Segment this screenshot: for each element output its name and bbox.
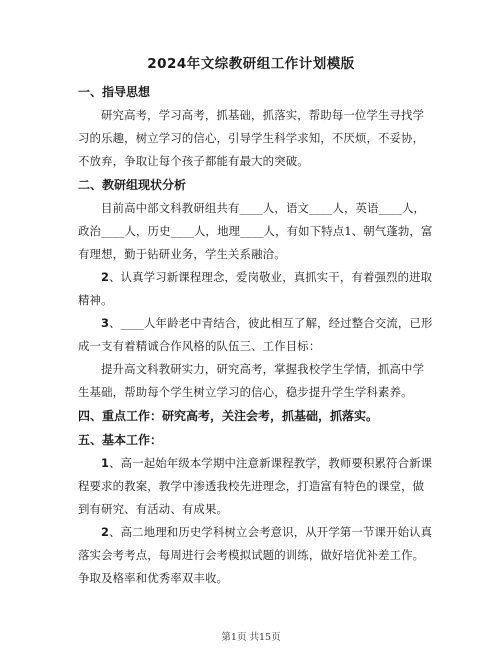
paragraph-line: 习的乐趣，树立学习的信心，引导学生科学求知，不厌烦，不妥协， xyxy=(78,131,425,145)
paragraph-line: 程要求的教案，教学中渗透我校先进理念，打造富有特色的课堂，做 xyxy=(78,479,425,493)
section-heading-guiding-ideology: 一、指导思想 xyxy=(78,85,151,99)
paragraph-line: 不放弃，争取让每个孩子都能有最大的突破。 xyxy=(78,154,309,168)
paragraph-line: 目前高中部文科教研组共有____人，语文____人，英语____人， xyxy=(101,201,426,215)
section-heading-key-work: 四、重点工作：研究高考，关注会考，抓基础，抓落实。 xyxy=(78,409,379,423)
item-number: 2 xyxy=(101,525,110,539)
item-text: 、认真学习新课程理念，爱岗敬业，真抓实干，有着强烈的进取 xyxy=(109,270,433,284)
item-text: 、____人年龄老中青结合，彼此相互了解，经过整合交流，已形 xyxy=(109,316,433,330)
item-number: 1 xyxy=(101,456,110,470)
paragraph-line: 到有研究、有活动、有成果。 xyxy=(78,502,229,516)
item-text: 、高一起始年级本学期中注意新课程教学，教师要积累符合新课 xyxy=(109,456,433,470)
paragraph-line: 争取及格率和优秀率双丰收。 xyxy=(78,571,229,585)
paragraph-line: 成一支有着精诚合作风格的队伍三、工作目标： xyxy=(78,339,321,353)
paragraph-line: 落实会考考点，每周进行会考模拟试题的训练，做好培优补差工作。 xyxy=(78,548,425,562)
section-heading-status-analysis: 二、教研组现状分析 xyxy=(78,178,187,192)
paragraph-line xyxy=(101,455,432,471)
paragraph-line: 精神。 xyxy=(78,293,113,307)
item-number: 2 xyxy=(101,270,110,284)
item-text: 、高二地理和历史学科树立会考意识，从开学第一节课开始认真 xyxy=(109,525,433,539)
paragraph-line: 生基础，帮助每个学生树立学习的信心，稳步提升学生学科素养。 xyxy=(78,385,413,399)
page-footer: 第1页 共15页 xyxy=(221,632,281,643)
paragraph-line: 政治____人，历史____人，地理____人，有如下特点1、朝气蓬勃，富 xyxy=(78,224,433,238)
paragraph-line xyxy=(101,524,432,540)
paragraph-line xyxy=(101,315,433,331)
item-number: 3 xyxy=(101,316,110,330)
paragraph-line xyxy=(101,269,432,285)
paragraph-line: 有理想，勤于钻研业务，学生关系融洽。 xyxy=(78,247,286,261)
section-heading-basic-work: 五、基本工作： xyxy=(78,433,163,447)
paragraph-line: 提升高文科教研实力，研究高考，掌握我校学生学情，抓高中学 xyxy=(101,362,425,376)
paragraph-line: 研究高考，学习高考，抓基础，抓落实，帮助每一位学生寻找学 xyxy=(101,108,425,122)
document-title: 2024年文综教研组工作计划模版 xyxy=(147,56,355,72)
